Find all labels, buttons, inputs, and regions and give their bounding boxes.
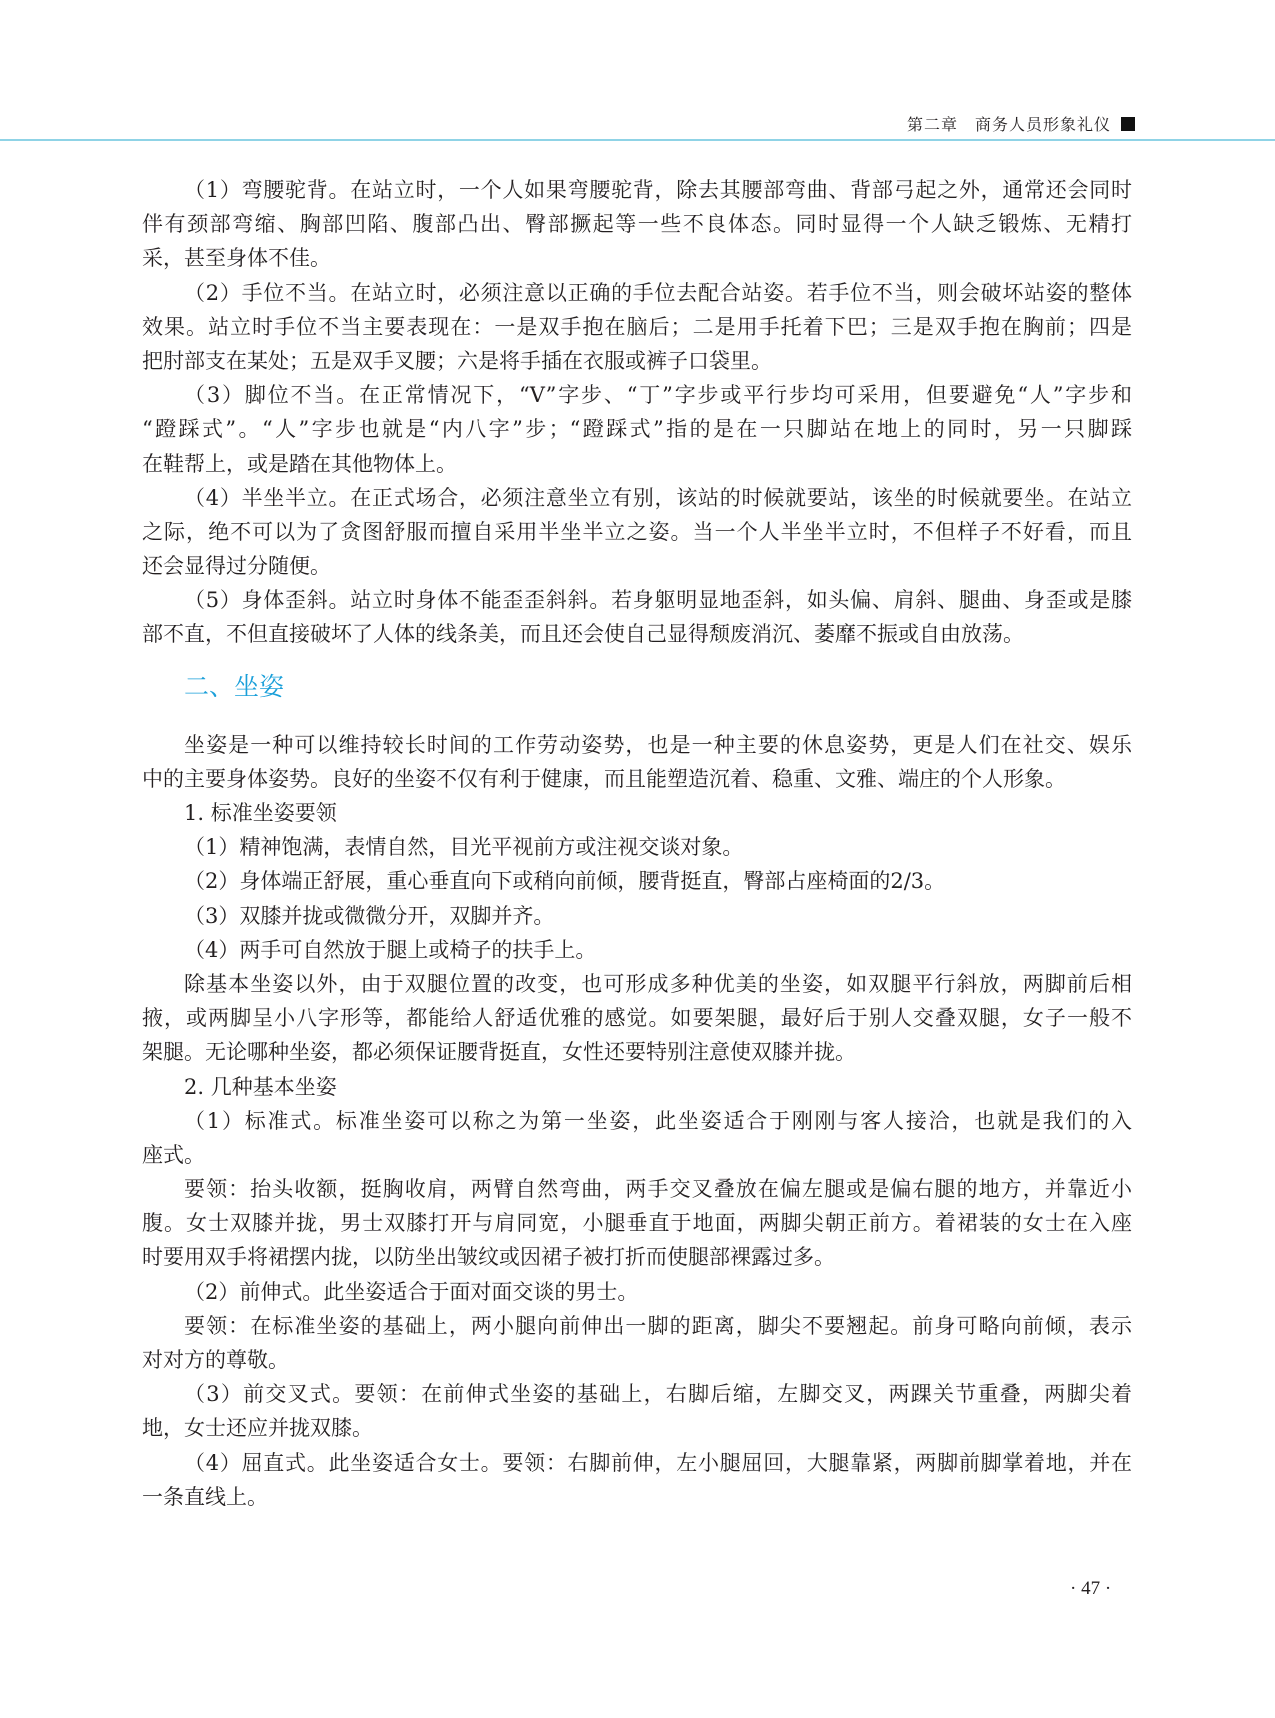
- text-line: （2）身体端正舒展，重心垂直向下或稍向前倾，腰背挺直，臀部占座椅面的2/3。: [184, 869, 946, 894]
- paragraph: [142, 1104, 1132, 1172]
- text-line: （3）前交叉式。要领：在前伸式坐姿的基础上，右脚后缩，左脚交叉，两踝关节重叠，两脚尖着: [184, 1382, 1132, 1407]
- paragraph: [142, 481, 1132, 584]
- text-line: 要领：抬头收额，挺胸收肩，两臂自然弯曲，两手交叉叠放在偏左腿或是偏右腿的地方，并靠近小: [184, 1177, 1132, 1202]
- text-line: （2）手位不当。在站立时，必须注意以正确的手位去配合站姿。若手位不当，则会破坏站姿的整体: [184, 280, 1132, 305]
- paragraph: [142, 1446, 1132, 1514]
- text-line: 之际，绝不可以为了贪图舒服而擅自采用半坐半立之姿。当一个人半坐半立时，不但样子不好看，而且: [142, 519, 1132, 544]
- text-line: 对对方的尊敬。: [142, 1348, 289, 1372]
- header-rule: [0, 139, 1275, 141]
- text-line: （1）标准式。标准坐姿可以称之为第一坐姿，此坐姿适合于刚刚与客人接洽，也就是我们的入: [184, 1108, 1132, 1133]
- paragraph: [142, 583, 1132, 651]
- paragraph: [142, 933, 1132, 967]
- paragraph: [142, 1070, 1132, 1104]
- text-line: 一条直线上。: [142, 1484, 268, 1509]
- text-line: 在鞋帮上，或是踏在其他物体上。: [142, 451, 457, 476]
- running-title: 第二章 商务人员形象礼仪: [906, 115, 1111, 134]
- text-line: 采，甚至身体不佳。: [142, 246, 331, 271]
- paragraph: [142, 796, 1132, 830]
- paragraph: [142, 1309, 1132, 1377]
- page-number: · 47 ·: [1070, 1578, 1112, 1599]
- paragraph: [142, 173, 1132, 276]
- paragraph: [142, 1377, 1132, 1445]
- paragraph: [142, 864, 1132, 898]
- paragraph: [142, 899, 1132, 933]
- text-line: （3）脚位不当。在正常情况下，“V”字步、“丁”字步或平行步均可采用，但要避免“人”字步和: [184, 383, 1132, 408]
- standing-faults-section: [142, 173, 1132, 652]
- text-line: 把肘部支在某处；五是双手叉腰；六是将手插在衣服或裤子口袋里。: [142, 348, 772, 373]
- paragraph: [142, 1275, 1132, 1309]
- text-line: （4）半坐半立。在正式场合，必须注意坐立有别，该站的时候就要站，该坐的时候就要坐。在站立: [184, 485, 1132, 510]
- text-line: 除基本坐姿以外，由于双腿位置的改变，也可形成多种优美的坐姿，如双腿平行斜放，两脚前后相: [184, 971, 1132, 996]
- text-line: 时要用双手将裙摆内拢，以防坐出皱纹或因裙子被打折而使腿部裸露过多。: [142, 1245, 835, 1270]
- text-line: （3）双膝并拢或微微分开，双脚并齐。: [184, 903, 555, 928]
- text-line: 坐姿是一种可以维持较长时间的工作劳动姿势，也是一种主要的休息姿势，更是人们在社交、娱乐: [184, 732, 1132, 757]
- text-line: （4）两手可自然放于腿上或椅子的扶手上。: [184, 937, 597, 962]
- paragraph: [142, 378, 1132, 481]
- text-line: （2）前伸式。此坐姿适合于面对面交谈的男士。: [184, 1279, 639, 1304]
- paragraph: [142, 1172, 1132, 1275]
- header-square-icon: [1121, 117, 1135, 131]
- text-line: 还会显得过分随便。: [142, 554, 331, 579]
- section-heading: 二、坐姿: [184, 671, 285, 701]
- text-line: 掖，或两脚呈小八字形等，都能给人舒适优雅的感觉。如要架腿，最好后于别人交叠双腿，女子一般不: [142, 1006, 1132, 1031]
- text-line: 中的主要身体姿势。良好的坐姿不仅有利于健康，而且能塑造沉着、稳重、文雅、端庄的个人形象。: [142, 766, 1066, 791]
- text-line: “蹬踩式”。“人”字步也就是“内八字”步；“蹬踩式”指的是在一只脚站在地上的同时，另一只脚踩: [142, 417, 1132, 442]
- text-line: 2. 几种基本坐姿: [184, 1074, 337, 1099]
- text-line: （4）屈直式。此坐姿适合女士。要领：右脚前伸，左小腿屈回，大腿靠紧，两脚前脚掌着地，并在: [184, 1450, 1132, 1475]
- text-line: （1）精神饱满，表情自然，目光平视前方或注视交谈对象。: [184, 835, 744, 860]
- text-line: （1）弯腰驼背。在站立时，一个人如果弯腰驼背，除去其腰部弯曲、背部弓起之外，通常还会同时: [184, 178, 1132, 202]
- text-line: 1. 标准坐姿要领: [184, 801, 337, 825]
- paragraph: [142, 728, 1132, 796]
- text-line: （5）身体歪斜。站立时身体不能歪歪斜斜。若身躯明显地歪斜，如头偏、肩斜、腿曲、身歪或是膝: [184, 588, 1132, 613]
- paragraph: [142, 830, 1132, 864]
- text-line: 地，女士还应并拢双膝。: [142, 1416, 373, 1441]
- sitting-posture-section: [142, 728, 1132, 1514]
- text-line: 架腿。无论哪种坐姿，都必须保证腰背挺直，女性还要特别注意使双膝并拢。: [142, 1040, 856, 1065]
- text-line: 腹。女士双膝并拢，男士双膝打开与肩同宽，小腿垂直于地面，两脚尖朝正前方。着裙装的女士在入座: [142, 1211, 1132, 1236]
- running-header: [907, 112, 1135, 135]
- text-line: 座式。: [142, 1142, 205, 1167]
- paragraph: [142, 967, 1132, 1070]
- page-body: [142, 173, 1132, 1514]
- text-line: 伴有颈部弯缩、胸部凹陷、腹部凸出、臀部撅起等一些不良体态。同时显得一个人缺乏锻炼、无精打: [142, 212, 1132, 237]
- text-line: 效果。站立时手位不当主要表现在：一是双手抱在脑后；二是用手托着下巴；三是双手抱在胸前；四是: [142, 314, 1132, 339]
- text-line: 要领：在标准坐姿的基础上，两小腿向前伸出一脚的距离，脚尖不要翘起。前身可略向前倾，表示: [184, 1313, 1132, 1338]
- paragraph: [142, 276, 1132, 379]
- text-line: 部不直，不但直接破坏了人体的线条美，而且还会使自己显得颓废消沉、萎靡不振或自由放荡。: [142, 622, 1024, 647]
